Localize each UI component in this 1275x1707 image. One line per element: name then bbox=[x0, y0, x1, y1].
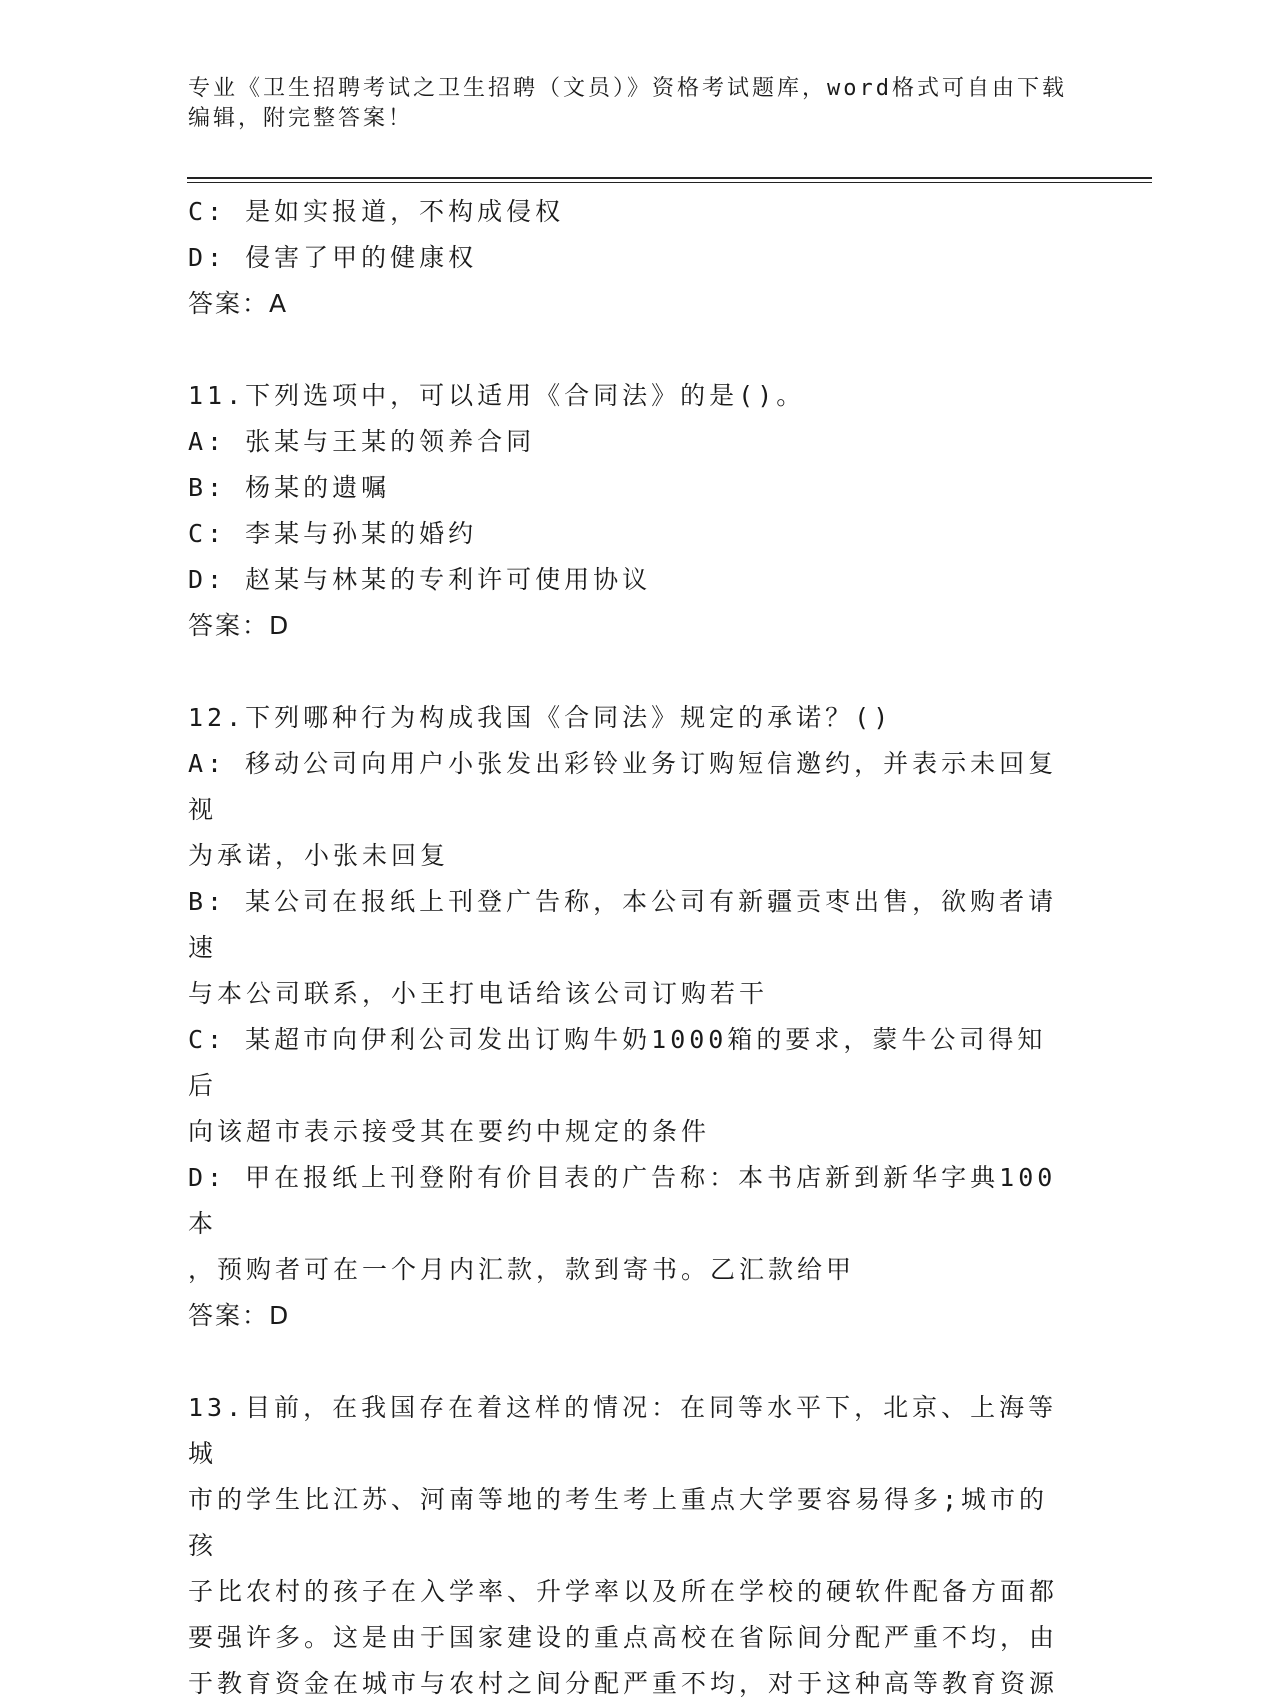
header-divider-thick bbox=[187, 177, 1152, 179]
option-c-line-1: C: 某超市向伊利公司发出订购牛奶1000箱的要求，蒙牛公司得知后 bbox=[188, 1025, 1047, 1100]
question-11 bbox=[188, 373, 1068, 649]
document-body bbox=[188, 189, 1068, 1707]
spacer bbox=[188, 327, 1068, 373]
question-text-line-4: 要强许多。这是由于国家建设的重点高校在省际间分配严重不均，由 bbox=[188, 1623, 1059, 1652]
answer-label: 答案：D bbox=[188, 611, 291, 640]
question-text-line-5: 于教育资金在城市与农村之间分配严重不均，对于这种高等教育资源 bbox=[188, 1669, 1059, 1698]
option-a: A: 张某与王某的领养合同 bbox=[188, 427, 536, 456]
option-b: B: 杨某的遗嘱 bbox=[188, 473, 391, 502]
option-b-line-2: 与本公司联系，小王打电话给该公司订购若干 bbox=[188, 979, 769, 1008]
document-header bbox=[188, 74, 1068, 134]
question-text-line-2: 市的学生比江苏、河南等地的考生考上重点大学要容易得多;城市的孩 bbox=[188, 1485, 1049, 1560]
option-a-line-2: 为承诺，小张未回复 bbox=[188, 841, 450, 870]
spacer bbox=[188, 649, 1068, 695]
option-c: C: 是如实报道，不构成侵权 bbox=[188, 197, 565, 226]
option-c-line-2: 向该超市表示接受其在要约中规定的条件 bbox=[188, 1117, 711, 1146]
previous-question-block bbox=[188, 189, 1068, 327]
question-stem: 11.下列选项中，可以适用《合同法》的是()。 bbox=[188, 381, 806, 410]
spacer bbox=[188, 1339, 1068, 1385]
option-b-line-1: B: 某公司在报纸上刊登广告称，本公司有新疆贡枣出售，欲购者请速 bbox=[188, 887, 1058, 962]
question-text-line-1: 13.目前，在我国存在着这样的情况：在同等水平下，北京、上海等城 bbox=[188, 1393, 1058, 1468]
option-c: C: 李某与孙某的婚约 bbox=[188, 519, 478, 548]
option-d-line-2: ，预购者可在一个月内汇款，款到寄书。乙汇款给甲 bbox=[188, 1255, 856, 1284]
header-line-1: 专业《卫生招聘考试之卫生招聘（文员）》资格考试题库，word格式可自由下载 bbox=[188, 76, 1067, 101]
option-d-line-1: D: 甲在报纸上刊登附有价目表的广告称：本书店新到新华字典100本 bbox=[188, 1163, 1057, 1238]
header-line-2: 编辑，附完整答案！ bbox=[188, 106, 414, 131]
question-stem: 12.下列哪种行为构成我国《合同法》规定的承诺？() bbox=[188, 703, 893, 732]
question-12 bbox=[188, 695, 1068, 1339]
question-13 bbox=[188, 1385, 1068, 1707]
question-text-line-3: 子比农村的孩子在入学率、升学率以及所在学校的硬软件配备方面都 bbox=[188, 1577, 1059, 1606]
answer-label: 答案：A bbox=[188, 289, 289, 318]
option-d: D: 侵害了甲的健康权 bbox=[188, 243, 478, 272]
option-d: D: 赵某与林某的专利许可使用协议 bbox=[188, 565, 652, 594]
answer-label: 答案：D bbox=[188, 1301, 291, 1330]
option-a-line-1: A: 移动公司向用户小张发出彩铃业务订购短信邀约，并表示未回复视 bbox=[188, 749, 1058, 824]
header-divider-thin bbox=[187, 182, 1152, 183]
